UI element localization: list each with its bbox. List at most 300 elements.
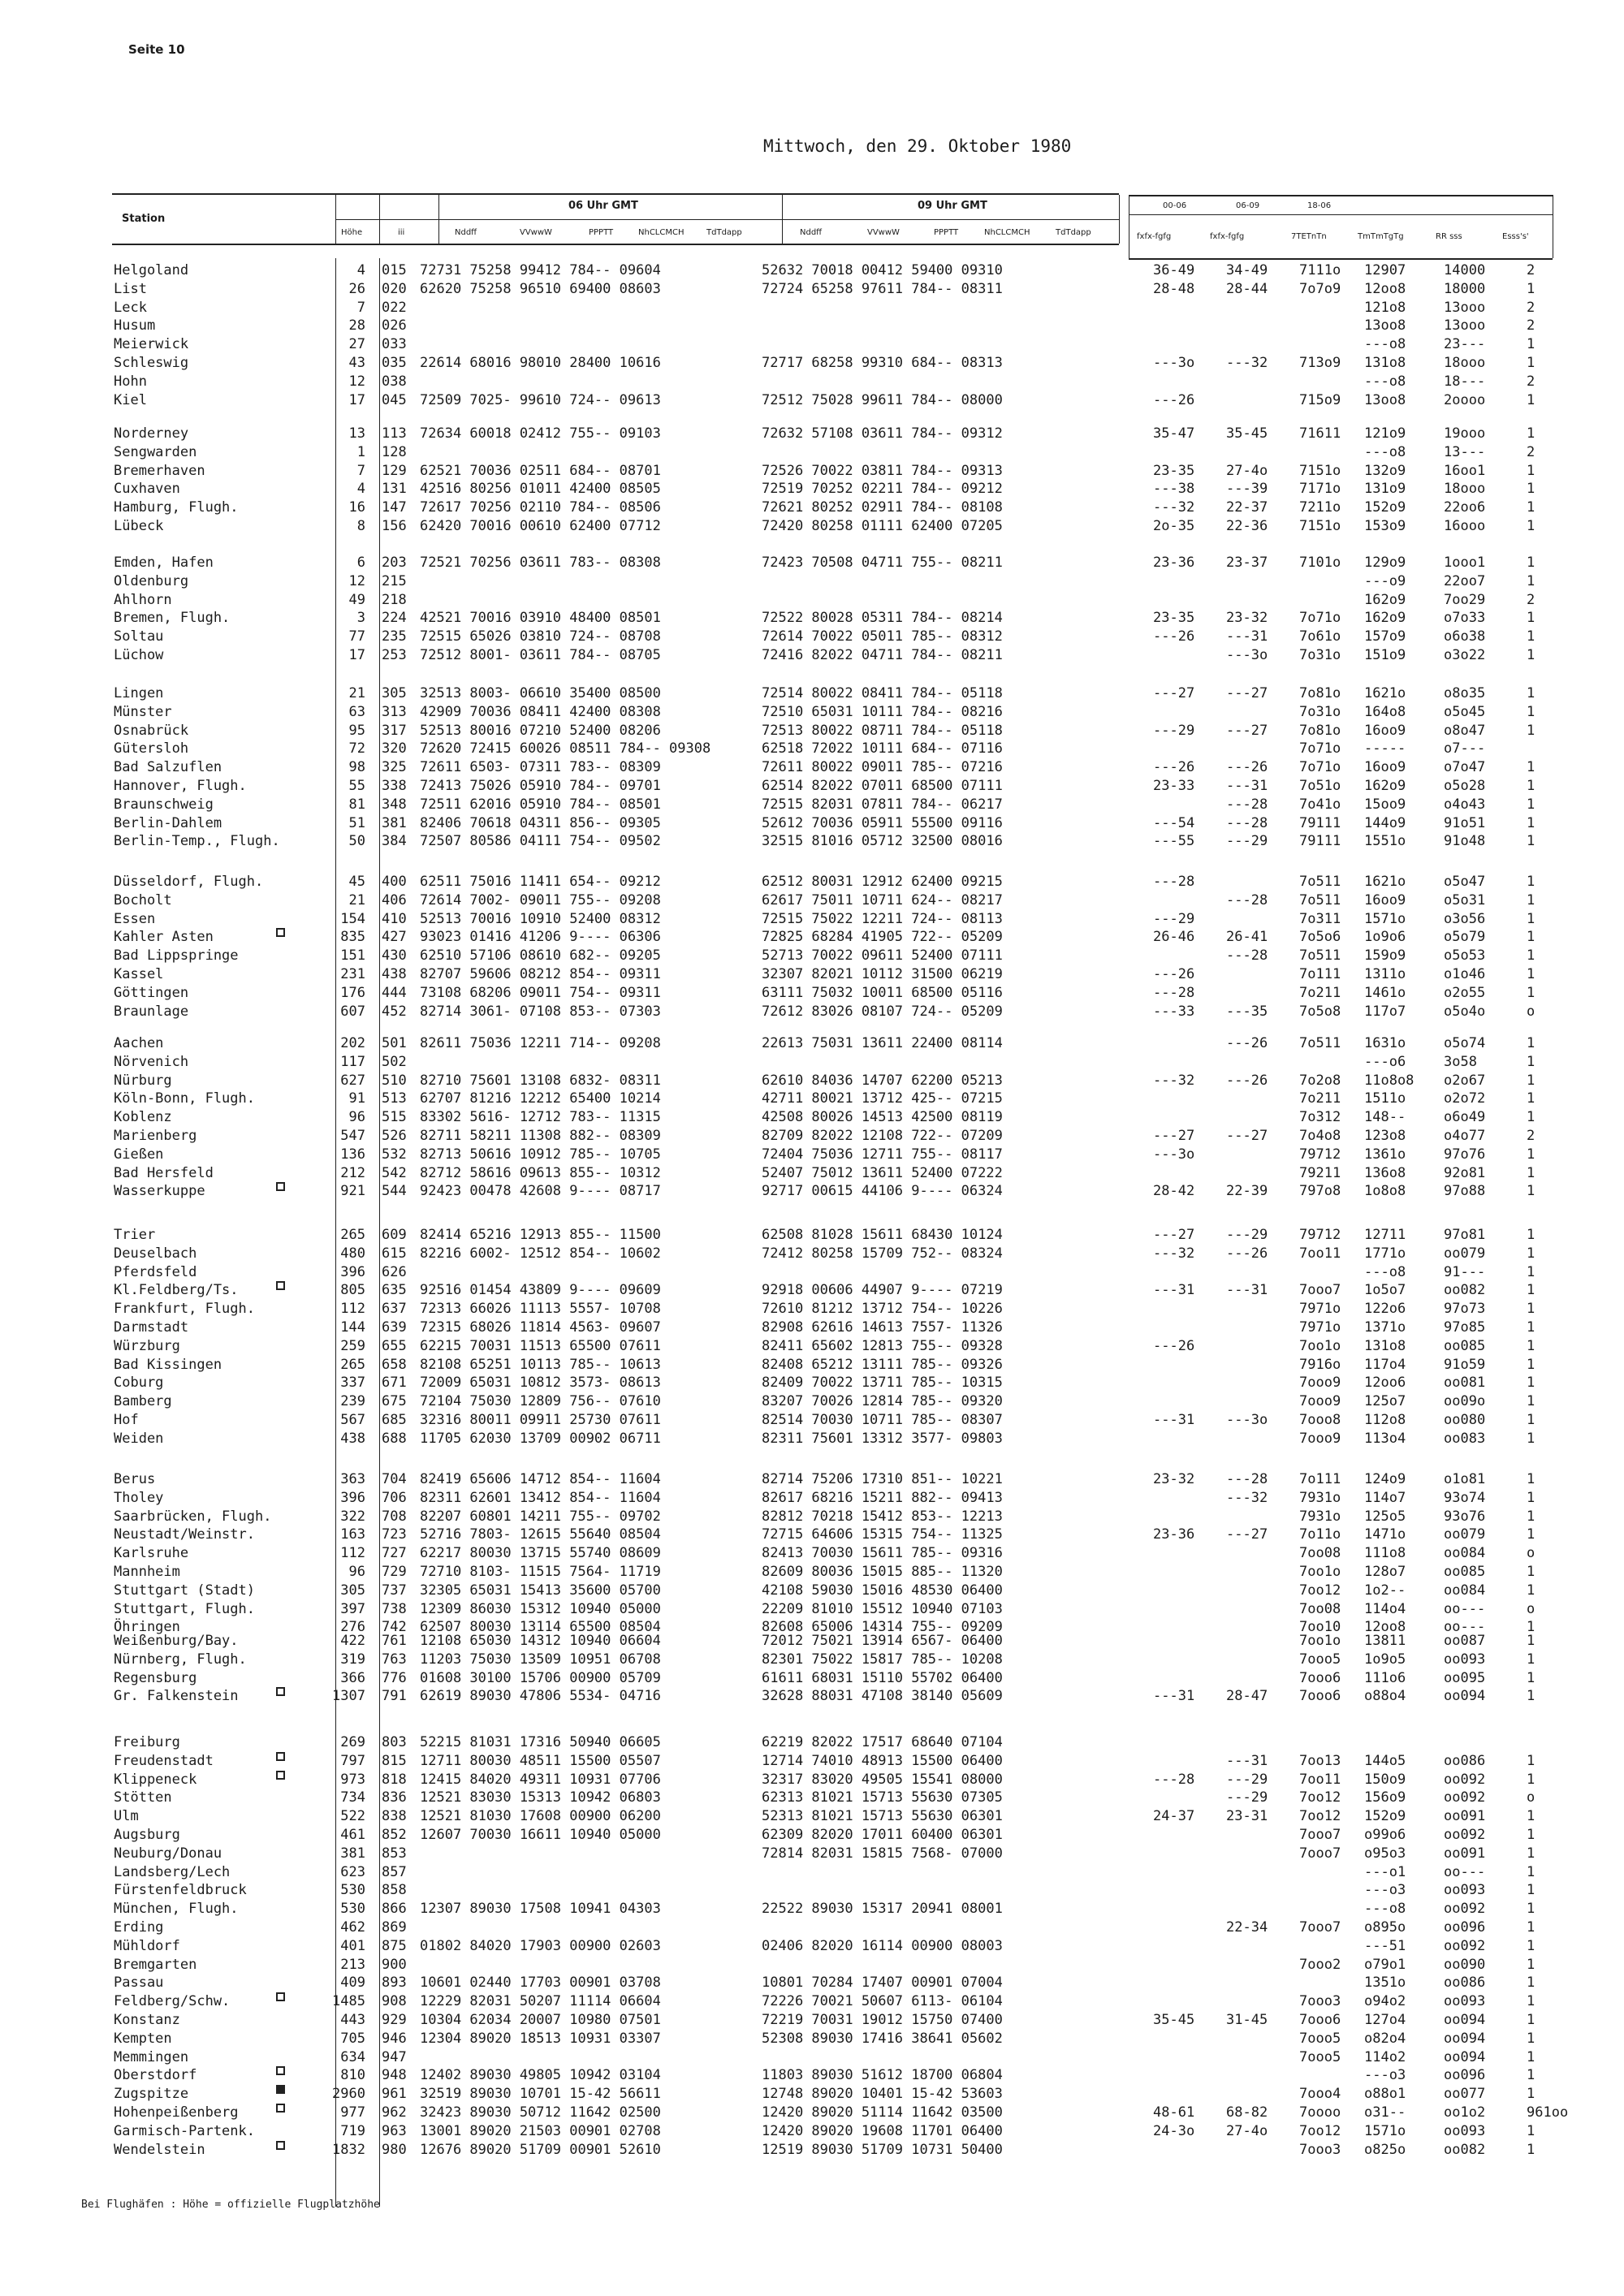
station-name: Würzburg bbox=[114, 1338, 180, 1354]
station-name: Oberstdorf bbox=[114, 2067, 197, 2083]
station-name: Neuburg/Donau bbox=[114, 1845, 222, 1862]
station-name: München, Flugh. bbox=[114, 1901, 239, 1917]
extra-5: 97o81 bbox=[1444, 1227, 1486, 1243]
extra-4: 1571o bbox=[1364, 911, 1406, 927]
table-row bbox=[0, 1992, 1624, 2010]
extra-6: 1 bbox=[1527, 1072, 1535, 1089]
station-id: 893 bbox=[382, 1974, 407, 1991]
obs-09: 72515 82031 07811 784-- 06217 bbox=[762, 796, 1003, 813]
table-row bbox=[0, 1544, 1624, 1562]
station-id: 020 bbox=[382, 281, 407, 297]
obs-09: 82609 80036 15015 885-- 11320 bbox=[762, 1564, 1003, 1580]
extra-2: ---27 bbox=[1226, 1526, 1268, 1543]
extra-6: 1 bbox=[1527, 499, 1535, 516]
extra-6: 1 bbox=[1527, 2123, 1535, 2139]
station-hoehe: 51 bbox=[348, 815, 365, 831]
obs-09: 82812 70218 15412 853-- 12213 bbox=[762, 1508, 1003, 1525]
header-06-col-4: NhCLCMCH bbox=[638, 228, 685, 237]
extra-5: oo084 bbox=[1444, 1582, 1486, 1599]
extra-5: oo094 bbox=[1444, 2012, 1486, 2028]
extra-3: 7oo08 bbox=[1299, 1601, 1341, 1617]
station-id: 900 bbox=[382, 1957, 407, 1973]
extra-1: 23-32 bbox=[1153, 1471, 1195, 1487]
extra-1: ---29 bbox=[1153, 911, 1195, 927]
extra-3: 7ooo6 bbox=[1299, 1688, 1341, 1704]
extra-5: o5o4o bbox=[1444, 1003, 1486, 1020]
header-09-col-3: PPPTT bbox=[934, 228, 959, 237]
table-row bbox=[0, 2030, 1624, 2048]
obs-09: 62508 81028 15611 68430 10124 bbox=[762, 1227, 1003, 1243]
station-name: Osnabrück bbox=[114, 723, 189, 739]
extra-6: 1 bbox=[1527, 929, 1535, 945]
open-square-icon bbox=[276, 1182, 285, 1191]
extra-6: 1 bbox=[1527, 1227, 1535, 1243]
station-id: 688 bbox=[382, 1431, 407, 1447]
obs-09: 42711 80021 13712 425-- 07215 bbox=[762, 1090, 1003, 1107]
extra-4: 1551o bbox=[1364, 833, 1406, 849]
obs-09: 72513 80022 08711 784-- 05118 bbox=[762, 723, 1003, 739]
extra-4: 159o9 bbox=[1364, 947, 1406, 964]
extra-5: oo079 bbox=[1444, 1526, 1486, 1543]
table-row bbox=[0, 1281, 1624, 1299]
obs-06: 72104 75030 12809 756-- 07610 bbox=[420, 1393, 661, 1409]
extra-1: ---31 bbox=[1153, 1688, 1195, 1704]
extra-2: ---27 bbox=[1226, 685, 1268, 701]
extra-5: 18000 bbox=[1444, 281, 1486, 297]
open-square-icon bbox=[276, 2104, 285, 2113]
extra-3: 7o511 bbox=[1299, 1035, 1341, 1051]
station-name: Koblenz bbox=[114, 1109, 172, 1125]
footnote: Bei Flughäfen : Höhe = offizielle Flugplatzhöhe bbox=[81, 2199, 380, 2211]
station-hoehe: 337 bbox=[340, 1375, 365, 1391]
extra-6: 2 bbox=[1527, 262, 1535, 278]
extra-5: oo093 bbox=[1444, 1993, 1486, 2009]
extra-5: o5o74 bbox=[1444, 1035, 1486, 1051]
open-square-icon bbox=[276, 2066, 285, 2075]
obs-06: 72507 80586 04111 754-- 09502 bbox=[420, 833, 661, 849]
header-station: Station bbox=[122, 213, 166, 225]
extra-1: 23-33 bbox=[1153, 778, 1195, 794]
station-name: Köln-Bonn, Flugh. bbox=[114, 1090, 255, 1107]
obs-06: 12607 70030 16611 10940 05000 bbox=[420, 1827, 661, 1843]
obs-06: 10304 62034 20007 10980 07501 bbox=[420, 2012, 661, 2028]
station-hoehe: 1485 bbox=[332, 1993, 365, 2009]
extra-4: 13oo8 bbox=[1364, 392, 1406, 408]
extra-6: 961oo bbox=[1527, 2104, 1569, 2121]
station-hoehe: 154 bbox=[340, 911, 365, 927]
obs-06: 22614 68016 98010 28400 10616 bbox=[420, 355, 661, 371]
station-hoehe: 366 bbox=[340, 1670, 365, 1686]
extra-6: 1 bbox=[1527, 704, 1535, 720]
station-hoehe: 63 bbox=[348, 704, 365, 720]
station-hoehe: 8 bbox=[356, 518, 365, 534]
station-name: Saarbrücken, Flugh. bbox=[114, 1508, 272, 1525]
extra-5: oo090 bbox=[1444, 1957, 1486, 1973]
table-row bbox=[0, 609, 1624, 627]
extra-5: 91--- bbox=[1444, 1264, 1486, 1280]
extra-1: ---55 bbox=[1153, 833, 1195, 849]
station-name: Marienberg bbox=[114, 1128, 197, 1144]
extra-3: 7ooo9 bbox=[1299, 1431, 1341, 1447]
extra-6: 1 bbox=[1527, 1845, 1535, 1862]
station-hoehe: 265 bbox=[340, 1227, 365, 1243]
extra-1: 23-35 bbox=[1153, 463, 1195, 479]
obs-06: 52513 80016 07210 52400 08206 bbox=[420, 723, 661, 739]
station-hoehe: 634 bbox=[340, 2049, 365, 2065]
header-06-col-3: PPPTT bbox=[589, 228, 614, 237]
extra-2: 26-41 bbox=[1226, 929, 1268, 945]
station-name: Bremen, Flugh. bbox=[114, 610, 231, 626]
obs-09: 12420 89020 19608 11701 06400 bbox=[762, 2123, 1003, 2139]
extra-3: 79111 bbox=[1299, 833, 1341, 849]
extra-3: 713o9 bbox=[1299, 355, 1341, 371]
obs-09: 22613 75031 13611 22400 08114 bbox=[762, 1035, 1003, 1051]
extra-4: 153o9 bbox=[1364, 518, 1406, 534]
station-hoehe: 112 bbox=[340, 1545, 365, 1561]
extra-3: 7o71o bbox=[1299, 610, 1341, 626]
extra-4: 151o9 bbox=[1364, 647, 1406, 663]
extra-5: oo--- bbox=[1444, 1864, 1486, 1880]
extra-6: 1 bbox=[1527, 2031, 1535, 2047]
table-row bbox=[0, 1263, 1624, 1281]
station-name: Klippeneck bbox=[114, 1772, 197, 1788]
table-row bbox=[0, 480, 1624, 498]
extra-1: 23-36 bbox=[1153, 555, 1195, 571]
extra-6: 1 bbox=[1527, 392, 1535, 408]
station-name: Bad Lippspringe bbox=[114, 947, 239, 964]
extra-5: oo09o bbox=[1444, 1393, 1486, 1409]
station-hoehe: 55 bbox=[348, 778, 365, 794]
extra-2: 23-32 bbox=[1226, 610, 1268, 626]
extra-1: ---32 bbox=[1153, 1245, 1195, 1262]
station-hoehe: 136 bbox=[340, 1146, 365, 1163]
extra-5: 18ooo bbox=[1444, 481, 1486, 497]
station-name: Nürnberg, Flugh. bbox=[114, 1651, 247, 1668]
table-row bbox=[0, 572, 1624, 590]
header-09-col-5: TdTdapp bbox=[1056, 228, 1091, 237]
obs-06: 10601 02440 17703 00901 03708 bbox=[420, 1974, 661, 1991]
header-extra-bottom-3: 7TETnTn bbox=[1291, 232, 1327, 241]
station-name: Deuselbach bbox=[114, 1245, 197, 1262]
station-hoehe: 50 bbox=[348, 833, 365, 849]
obs-06: 72614 7002- 09011 755-- 09208 bbox=[420, 892, 661, 908]
station-hoehe: 835 bbox=[340, 929, 365, 945]
obs-06: 32305 65031 15413 35600 05700 bbox=[420, 1582, 661, 1599]
extra-6: 1 bbox=[1527, 1582, 1535, 1599]
obs-06: 32519 89030 10701 15-42 56611 bbox=[420, 2086, 661, 2102]
table-row bbox=[0, 2085, 1624, 2103]
extra-5: oo096 bbox=[1444, 1919, 1486, 1936]
station-hoehe: 607 bbox=[340, 1003, 365, 1020]
table-row bbox=[0, 2141, 1624, 2159]
obs-09: 72526 70022 03811 784-- 09313 bbox=[762, 463, 1003, 479]
extra-3: 7o7o9 bbox=[1299, 281, 1341, 297]
extra-4: ---o8 bbox=[1364, 1901, 1406, 1917]
station-id: 045 bbox=[382, 392, 407, 408]
extra-2: ---32 bbox=[1226, 1490, 1268, 1506]
extra-1: 36-49 bbox=[1153, 262, 1195, 278]
station-name: Hohenpeißenberg bbox=[114, 2104, 239, 2121]
station-id: 427 bbox=[382, 929, 407, 945]
extra-2: 23-31 bbox=[1226, 1808, 1268, 1824]
station-name: Ahlhorn bbox=[114, 592, 172, 608]
station-name: Weiden bbox=[114, 1431, 164, 1447]
extra-5: o2o55 bbox=[1444, 985, 1486, 1001]
extra-6: 1 bbox=[1527, 815, 1535, 831]
obs-09: 52313 81021 15713 55630 06301 bbox=[762, 1808, 1003, 1824]
extra-4: o79o1 bbox=[1364, 1957, 1406, 1973]
station-id: 737 bbox=[382, 1582, 407, 1599]
extra-3: 7oo08 bbox=[1299, 1545, 1341, 1561]
table-row bbox=[0, 299, 1624, 317]
table-row bbox=[0, 1318, 1624, 1336]
station-hoehe: 43 bbox=[348, 355, 365, 371]
obs-09: 32307 82021 10112 31500 06219 bbox=[762, 966, 1003, 982]
table-row bbox=[0, 1807, 1624, 1825]
station-name: Augsburg bbox=[114, 1827, 180, 1843]
extra-4: ---o8 bbox=[1364, 444, 1406, 460]
station-hoehe: 239 bbox=[340, 1393, 365, 1409]
station-name: Sengwarden bbox=[114, 444, 197, 460]
table-row bbox=[0, 1127, 1624, 1145]
extra-4: 162o9 bbox=[1364, 610, 1406, 626]
station-name: Hohn bbox=[114, 373, 147, 390]
extra-4: o82o4 bbox=[1364, 2031, 1406, 2047]
extra-3: 7o81o bbox=[1299, 723, 1341, 739]
extra-6: 1 bbox=[1527, 647, 1535, 663]
extra-4: 114o4 bbox=[1364, 1601, 1406, 1617]
table-row bbox=[0, 1863, 1624, 1881]
extra-3: 79712 bbox=[1299, 1146, 1341, 1163]
station-name: Düsseldorf, Flugh. bbox=[114, 874, 264, 890]
obs-09: 62518 72022 10111 684-- 07116 bbox=[762, 740, 1003, 757]
station-hoehe: 95 bbox=[348, 723, 365, 739]
extra-6: 1 bbox=[1527, 1808, 1535, 1824]
extra-2: ---28 bbox=[1226, 815, 1268, 831]
station-id: 626 bbox=[382, 1264, 407, 1280]
station-hoehe: 4 bbox=[356, 262, 365, 278]
extra-4: 125o7 bbox=[1364, 1393, 1406, 1409]
extra-4: 136o8 bbox=[1364, 1165, 1406, 1181]
extra-4: o88o4 bbox=[1364, 1688, 1406, 1704]
obs-06: 82414 65216 12913 855-- 11500 bbox=[420, 1227, 661, 1243]
station-hoehe: 319 bbox=[340, 1651, 365, 1668]
station-id: 033 bbox=[382, 336, 407, 352]
date-line: Mittwoch, den 29. Oktober 1980 bbox=[763, 136, 1072, 156]
station-hoehe: 4 bbox=[356, 481, 365, 497]
extra-5: 97o76 bbox=[1444, 1146, 1486, 1163]
extra-6: 1 bbox=[1527, 1282, 1535, 1298]
table-row bbox=[0, 335, 1624, 353]
extra-4: 16oo9 bbox=[1364, 723, 1406, 739]
extra-5: 7oo29 bbox=[1444, 592, 1486, 608]
extra-4: 148-- bbox=[1364, 1109, 1406, 1125]
station-id: 635 bbox=[382, 1282, 407, 1298]
station-hoehe: 810 bbox=[340, 2067, 365, 2083]
station-id: 015 bbox=[382, 262, 407, 278]
extra-6: 1 bbox=[1527, 1827, 1535, 1843]
station-id: 325 bbox=[382, 759, 407, 775]
obs-09: 11803 89030 51612 18700 06804 bbox=[762, 2067, 1003, 2083]
station-name: Ulm bbox=[114, 1808, 139, 1824]
obs-06: 62507 80030 13114 65500 08504 bbox=[420, 1619, 661, 1635]
extra-4: 114o2 bbox=[1364, 2049, 1406, 2065]
station-hoehe: 305 bbox=[340, 1582, 365, 1599]
station-hoehe: 231 bbox=[340, 966, 365, 982]
station-name: Mannheim bbox=[114, 1564, 180, 1580]
station-id: 313 bbox=[382, 704, 407, 720]
table-row bbox=[0, 1374, 1624, 1392]
extra-4: 114o7 bbox=[1364, 1490, 1406, 1506]
station-name: Kiel bbox=[114, 392, 147, 408]
station-id: 035 bbox=[382, 355, 407, 371]
extra-3: 7o5o6 bbox=[1299, 929, 1341, 945]
extra-3: 7916o bbox=[1299, 1357, 1341, 1373]
table-row bbox=[0, 740, 1624, 757]
station-name: Norderney bbox=[114, 425, 189, 442]
station-id: 147 bbox=[382, 499, 407, 516]
station-hoehe: 973 bbox=[340, 1772, 365, 1788]
obs-09: 82617 68216 15211 882-- 09413 bbox=[762, 1490, 1003, 1506]
table-row bbox=[0, 891, 1624, 909]
table-row bbox=[0, 1430, 1624, 1448]
station-hoehe: 1307 bbox=[332, 1688, 365, 1704]
obs-06: 72620 72415 60026 08511 784-- 09308 bbox=[420, 740, 711, 757]
station-id: 026 bbox=[382, 317, 407, 334]
obs-06: 12676 89020 51709 00901 52610 bbox=[420, 2142, 661, 2158]
extra-2: ---3o bbox=[1226, 1412, 1268, 1428]
extra-5: 22oo7 bbox=[1444, 573, 1486, 589]
station-hoehe: 212 bbox=[340, 1165, 365, 1181]
extra-2: ---28 bbox=[1226, 947, 1268, 964]
station-hoehe: 797 bbox=[340, 1753, 365, 1769]
station-id: 947 bbox=[382, 2049, 407, 2065]
station-name: Trier bbox=[114, 1227, 156, 1243]
obs-06: 01802 84020 17903 00900 02603 bbox=[420, 1938, 661, 1954]
station-hoehe: 112 bbox=[340, 1301, 365, 1317]
extra-5: o3o22 bbox=[1444, 647, 1486, 663]
extra-3: 7o5o8 bbox=[1299, 1003, 1341, 1020]
table-row bbox=[0, 1508, 1624, 1526]
extra-1: ---26 bbox=[1153, 966, 1195, 982]
extra-1: 23-36 bbox=[1153, 1526, 1195, 1543]
extra-3: 7oo12 bbox=[1299, 2123, 1341, 2139]
extra-1: ---26 bbox=[1153, 1338, 1195, 1354]
extra-6: 1 bbox=[1527, 1319, 1535, 1336]
extra-4: 1361o bbox=[1364, 1146, 1406, 1163]
extra-3: 7ooo7 bbox=[1299, 1845, 1341, 1862]
station-id: 763 bbox=[382, 1651, 407, 1668]
extra-5: 1ooo1 bbox=[1444, 555, 1486, 571]
table-row bbox=[0, 1090, 1624, 1107]
extra-5: 18--- bbox=[1444, 373, 1486, 390]
table-row bbox=[0, 2048, 1624, 2066]
station-hoehe: 202 bbox=[340, 1035, 365, 1051]
extra-3: 7o511 bbox=[1299, 947, 1341, 964]
station-id: 542 bbox=[382, 1165, 407, 1181]
extra-4: ---o3 bbox=[1364, 2067, 1406, 2083]
extra-5: oo085 bbox=[1444, 1564, 1486, 1580]
station-name: Aachen bbox=[114, 1035, 164, 1051]
extra-2: 22-36 bbox=[1226, 518, 1268, 534]
station-hoehe: 461 bbox=[340, 1827, 365, 1843]
table-row bbox=[0, 462, 1624, 480]
extra-1: ---3o bbox=[1153, 355, 1195, 371]
table-row bbox=[0, 1733, 1624, 1751]
extra-1: 24-37 bbox=[1153, 1808, 1195, 1824]
extra-6: 1 bbox=[1527, 1035, 1535, 1051]
extra-3: 79712 bbox=[1299, 1227, 1341, 1243]
extra-1: ---26 bbox=[1153, 392, 1195, 408]
station-hoehe: 1 bbox=[356, 444, 365, 460]
station-id: 406 bbox=[382, 892, 407, 908]
table-row bbox=[0, 280, 1624, 298]
header-09-col-1: Nddff bbox=[800, 228, 823, 237]
station-hoehe: 98 bbox=[348, 759, 365, 775]
extra-3: 7ooo2 bbox=[1299, 1957, 1341, 1973]
extra-4: 122o6 bbox=[1364, 1301, 1406, 1317]
extra-6: 1 bbox=[1527, 1412, 1535, 1428]
station-name: Oldenburg bbox=[114, 573, 189, 589]
station-id: 381 bbox=[382, 815, 407, 831]
station-name: Soltau bbox=[114, 628, 164, 645]
extra-6: 1 bbox=[1527, 1393, 1535, 1409]
obs-09: 72519 70252 02211 784-- 09212 bbox=[762, 481, 1003, 497]
station-name: Stuttgart, Flugh. bbox=[114, 1601, 255, 1617]
extra-3: 7oooo bbox=[1299, 2104, 1341, 2121]
extra-5: o5o47 bbox=[1444, 874, 1486, 890]
extra-5: 92o81 bbox=[1444, 1165, 1486, 1181]
obs-09: 72510 65031 10111 784-- 08216 bbox=[762, 704, 1003, 720]
header-hoehe: Höhe bbox=[341, 228, 363, 237]
extra-3: 797o8 bbox=[1299, 1183, 1341, 1199]
extra-1: 2o-35 bbox=[1153, 518, 1195, 534]
obs-09: 72514 80022 08411 784-- 05118 bbox=[762, 685, 1003, 701]
obs-06: 82108 65251 10113 785-- 10613 bbox=[420, 1357, 661, 1373]
table-row bbox=[0, 1651, 1624, 1668]
extra-5: oo084 bbox=[1444, 1545, 1486, 1561]
header-extra-top-2: 06-09 bbox=[1236, 201, 1260, 210]
obs-09: 72612 83026 08107 724-- 05209 bbox=[762, 1003, 1003, 1020]
extra-5: o7--- bbox=[1444, 740, 1486, 757]
extra-6: 1 bbox=[1527, 1938, 1535, 1954]
extra-4: 13oo8 bbox=[1364, 317, 1406, 334]
extra-4: 1o5o7 bbox=[1364, 1282, 1406, 1298]
station-id: 502 bbox=[382, 1054, 407, 1070]
station-id: 320 bbox=[382, 740, 407, 757]
station-id: 444 bbox=[382, 985, 407, 1001]
table-row bbox=[0, 1182, 1624, 1200]
table-row bbox=[0, 910, 1624, 928]
obs-06: 12521 83030 15313 10942 06803 bbox=[420, 1789, 661, 1806]
station-name: Schleswig bbox=[114, 355, 189, 371]
table-row bbox=[0, 1003, 1624, 1021]
station-hoehe: 21 bbox=[348, 685, 365, 701]
extra-4: 112o8 bbox=[1364, 1412, 1406, 1428]
station-id: 708 bbox=[382, 1508, 407, 1525]
station-id: 948 bbox=[382, 2067, 407, 2083]
obs-09: 72717 68258 99310 684-- 08313 bbox=[762, 355, 1003, 371]
obs-09: 72412 80258 15709 752-- 08324 bbox=[762, 1245, 1003, 1262]
extra-4: ---o1 bbox=[1364, 1864, 1406, 1880]
extra-5: 91o51 bbox=[1444, 815, 1486, 831]
station-id: 803 bbox=[382, 1734, 407, 1750]
table-row bbox=[0, 2122, 1624, 2140]
station-hoehe: 805 bbox=[340, 1282, 365, 1298]
open-square-icon bbox=[276, 1281, 285, 1290]
station-name: Hamburg, Flugh. bbox=[114, 499, 239, 516]
extra-2: 27-4o bbox=[1226, 2123, 1268, 2139]
